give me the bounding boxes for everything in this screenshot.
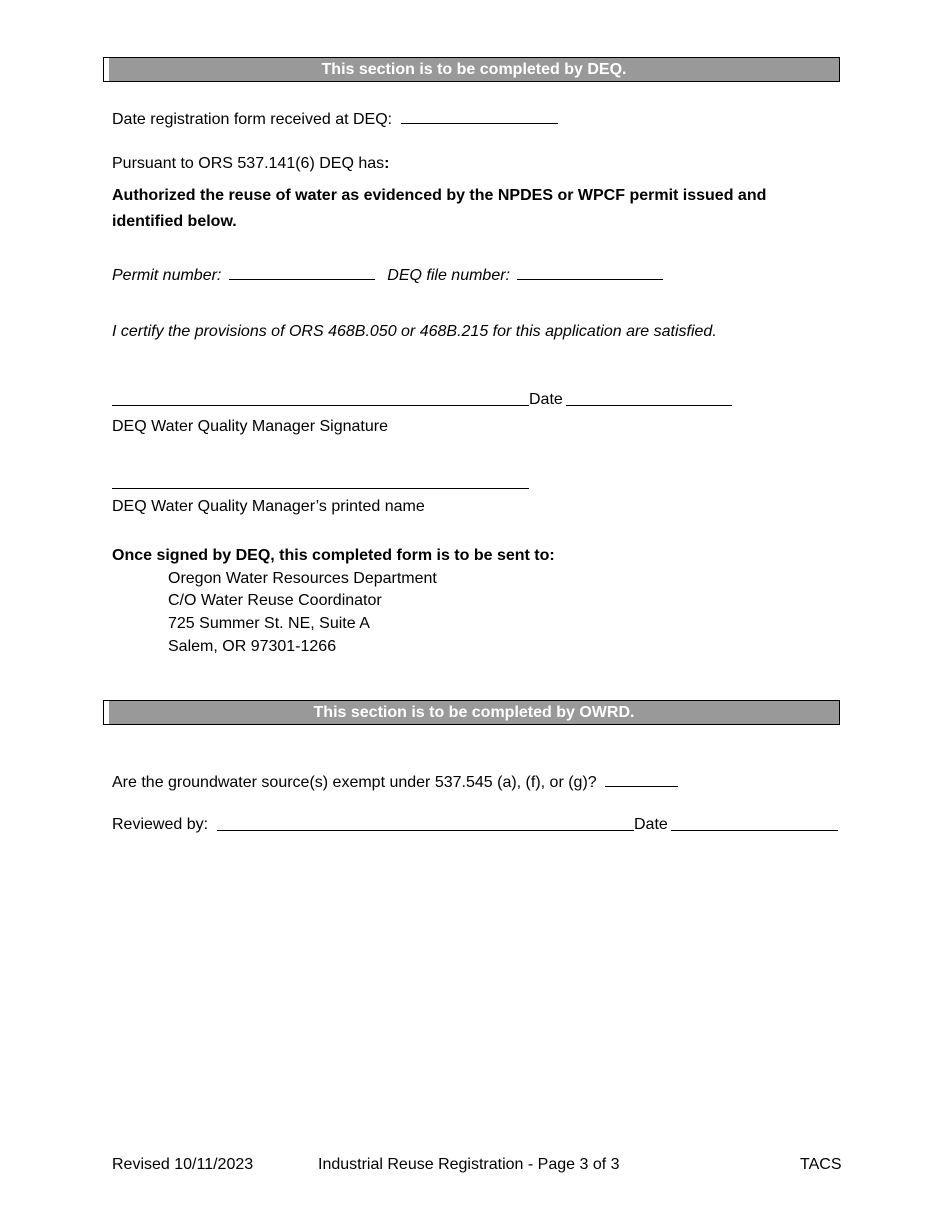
authorized-line-1: Authorized the reuse of water as evidenced by the NPDES or WPCF permit issued and <box>112 187 767 204</box>
owrd-section-header-text: This section is to be completed by OWRD. <box>109 701 839 724</box>
date-received-field[interactable] <box>401 108 558 124</box>
deq-file-number-label: DEQ file number: <box>387 267 510 284</box>
footer-revised: Revised 10/11/2023 <box>112 1156 254 1173</box>
owrd-section-header <box>103 700 840 725</box>
pursuant-label: Pursuant to ORS 537.141(6) DEQ has <box>112 155 385 172</box>
printed-name-field[interactable] <box>112 488 529 489</box>
pursuant-text <box>112 154 389 174</box>
printed-name-caption: DEQ Water Quality Manager’s printed name <box>112 498 425 515</box>
address-line: C/O Water Reuse Coordinator <box>168 592 382 609</box>
exempt-question-label: Are the groundwater source(s) exempt under 537.545 (a), (f), or (g)? <box>112 774 597 791</box>
pursuant-colon: : <box>384 155 390 172</box>
reviewed-date-field[interactable] <box>671 830 838 831</box>
permit-number-row <box>112 264 663 286</box>
deq-file-number-field[interactable] <box>517 264 663 280</box>
reviewed-by-field[interactable] <box>217 830 634 831</box>
address-line: 725 Summer St. NE, Suite A <box>168 615 370 632</box>
reviewed-date-label: Date <box>634 816 668 833</box>
exempt-question-row <box>112 771 678 793</box>
certify-text: I certify the provisions of ORS 468B.050 or 468B.215 for this application are satisfied. <box>112 323 717 340</box>
date-received-row <box>112 108 558 130</box>
send-to-heading: Once signed by DEQ, this completed form is to be sent to: <box>112 547 555 564</box>
deq-section-header <box>103 57 840 82</box>
address-line: Salem, OR 97301-1266 <box>168 638 337 655</box>
exempt-answer-field[interactable] <box>605 771 678 787</box>
footer-title: Industrial Reuse Registration - Page 3 of 3 <box>318 1156 620 1173</box>
deq-section-header-text: This section is to be completed by DEQ. <box>109 58 839 81</box>
footer-code: TACS <box>800 1156 842 1173</box>
authorized-line-2: identified below. <box>112 213 237 230</box>
permit-number-field[interactable] <box>229 264 375 280</box>
signature-date-label: Date <box>529 391 563 408</box>
address-line: Oregon Water Resources Department <box>168 570 437 587</box>
signature-field[interactable] <box>112 405 529 406</box>
signature-caption: DEQ Water Quality Manager Signature <box>112 418 388 435</box>
permit-number-label: Permit number: <box>112 267 222 284</box>
signature-date-field[interactable] <box>566 405 732 406</box>
reviewed-by-label: Reviewed by: <box>112 816 209 833</box>
date-received-label: Date registration form received at DEQ: <box>112 111 393 128</box>
